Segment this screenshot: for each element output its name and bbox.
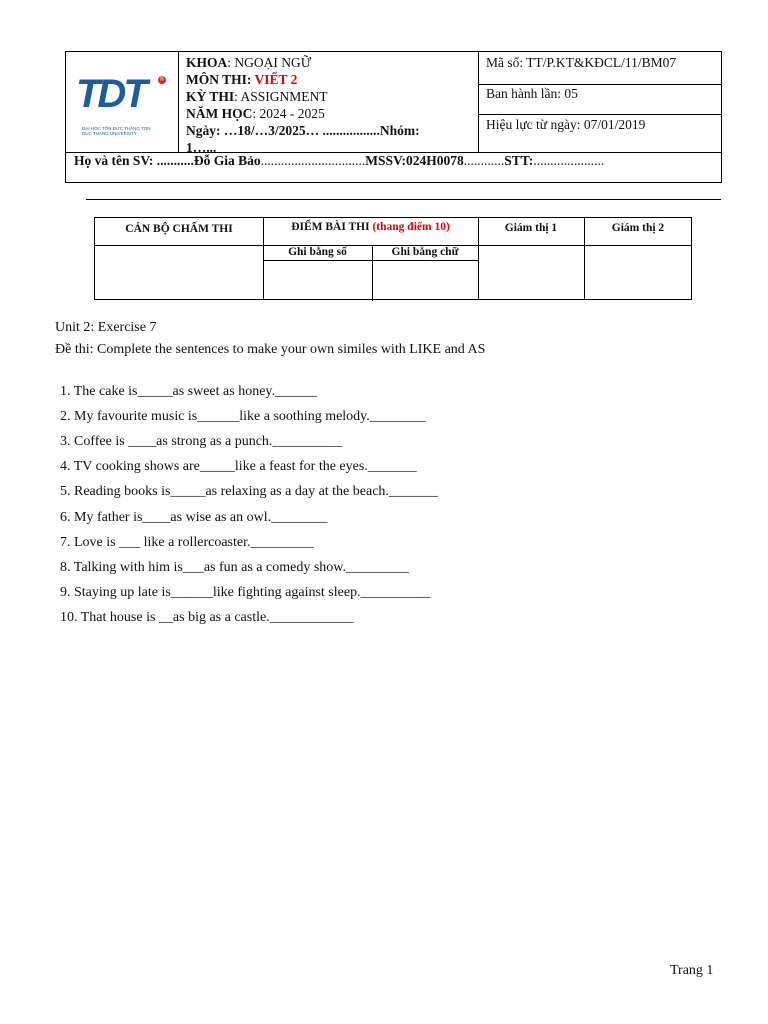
university-logo (76, 72, 166, 136)
nhom-line: 1…... (186, 140, 217, 155)
form-code: Mã số: TT/P.KT&KĐCL/11/BM07 (486, 55, 677, 70)
separator-line (86, 199, 721, 200)
student-name: Đỗ Gia Bảo (193, 153, 261, 168)
exercise-instruction: Đề thi: Complete the sentences to make your own similes with LIKE and AS (55, 342, 486, 357)
ngay-line: Ngày: …18/…3/2025… .................Nhóm: (186, 123, 420, 138)
grader-header: CÁN BỘ CHẤM THI (125, 223, 233, 235)
header-divider (478, 114, 722, 115)
score-header: ĐIỂM BÀI THI (thang điểm 10) (291, 221, 450, 233)
ky-thi-line: KỲ THI: ASSIGNMENT (186, 89, 328, 104)
header-table (65, 51, 722, 183)
header-divider (178, 52, 179, 153)
issue-number: Ban hành lần: 05 (486, 86, 578, 101)
nam-hoc-line: NĂM HỌC: 2024 - 2025 (186, 106, 325, 121)
exam-info (186, 54, 476, 156)
khoa-line: KHOA: NGOẠI NGỮ (186, 55, 312, 70)
score-words-header: Ghi bằng chữ (391, 246, 459, 258)
header-divider (478, 52, 479, 153)
logo-subtitle: ĐẠI HỌC TÔN ĐỨC THẮNG TON DUC THANG UNIVERSITY (82, 126, 151, 136)
question-item: 2. My favourite music is______like a soothing melody.________ (60, 409, 426, 424)
question-item: 6. My father is____as wise as an owl.________ (60, 510, 328, 525)
table-divider (478, 245, 692, 246)
score-number-header: Ghi bằng số (288, 246, 347, 258)
question-item: 3. Coffee is ____as strong as a punch.__________ (60, 434, 343, 449)
student-info-row: Họ và tên SV: ...........Đỗ Gia Bảo...............................MSSV:024H0078............STT:..................... (74, 153, 605, 168)
student-stt: STT: (504, 153, 534, 168)
effective-date: Hiệu lực từ ngày: 07/01/2019 (486, 117, 646, 132)
question-item: 8. Talking with him is___as fun as a comedy show._________ (60, 560, 409, 575)
proctor-1-header: Giám thị 1 (504, 222, 558, 234)
question-item: 10. That house is __as big as a castle.____________ (60, 610, 354, 625)
exercise-title: Unit 2: Exercise 7 (55, 320, 157, 335)
proctor-2-header: Giám thị 2 (611, 222, 665, 234)
question-item: 9. Staying up late is______like fighting against sleep.__________ (60, 585, 431, 600)
mon-thi-line: MÔN THI: VIẾT 2 (186, 72, 298, 87)
question-item: 4. TV cooking shows are_____like a feast for the eyes._______ (60, 459, 417, 474)
table-divider (263, 260, 478, 261)
question-item: 7. Love is ___ like a rollercoaster._________ (60, 535, 314, 550)
student-id: MSSV:024H0078 (365, 153, 464, 168)
registered-icon: ® (159, 77, 165, 83)
logo-wordmark: TDT (76, 72, 145, 116)
question-item: 1. The cake is_____as sweet as honey.______ (60, 384, 317, 399)
page-number: Trang 1 (670, 963, 714, 978)
score-table (94, 217, 692, 300)
question-item: 5. Reading books is_____as relaxing as a day at the beach._______ (60, 484, 438, 499)
table-divider (95, 245, 263, 246)
